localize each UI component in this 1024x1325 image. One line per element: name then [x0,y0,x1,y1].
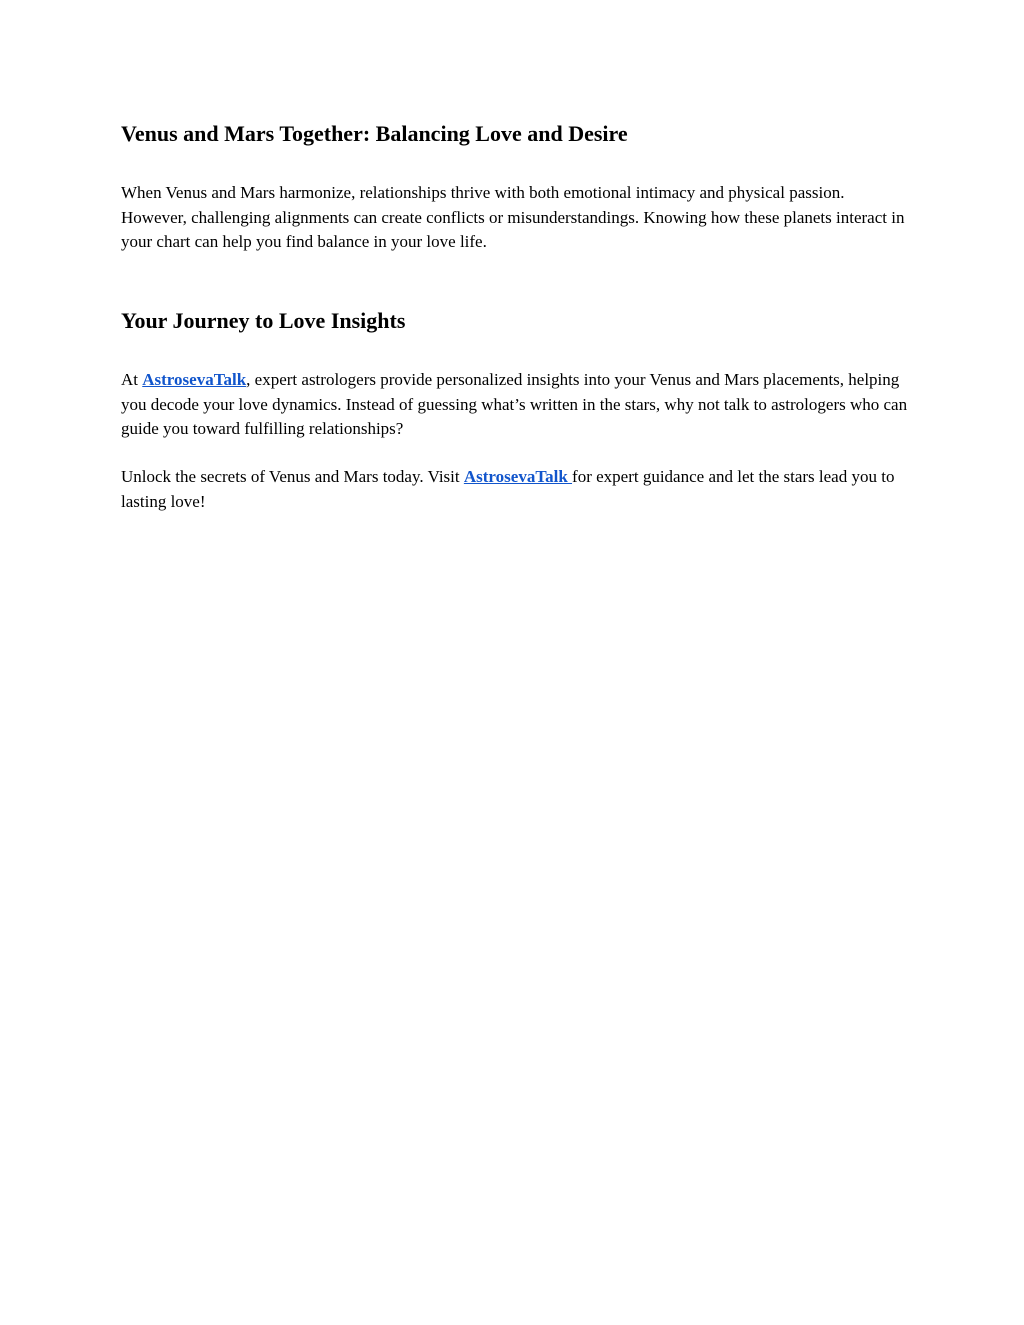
astrosevatalk-link[interactable]: AstrosevaTalk [142,370,247,389]
paragraph-suffix-text: for expert guidance and let the stars lead you to lasting love! [121,467,895,511]
section-paragraph-astrosevatalk [121,368,911,442]
section-paragraph-balance: When Venus and Mars harmonize, relationships thrive with both emotional intimacy and physical passion. However, challenging alignments can create conflicts or misunderstandings. Knowing how these planets interact in your chart can help you find balance in your love life. [121,183,905,251]
section-paragraph-call-to-action [121,465,911,514]
section-heading-venus-mars: Venus and Mars Together: Balancing Love and Desire [121,121,628,146]
paragraph-suffix-text: , expert astrologers provide personalized insights into your Venus and Mars placements, helping you decode your love dynamics. Instead of guessing what’s written in the stars, why not talk to astrologers who can guide you toward fulfilling relationships? [121,370,908,438]
astrosevatalk-visit-link[interactable]: AstrosevaTalk [463,467,573,486]
paragraph-prefix-text: Unlock the secrets of Venus and Mars today. Visit [121,467,464,486]
section-heading-love-insights: Your Journey to Love Insights [121,308,406,333]
paragraph-prefix-text: At [121,370,143,389]
